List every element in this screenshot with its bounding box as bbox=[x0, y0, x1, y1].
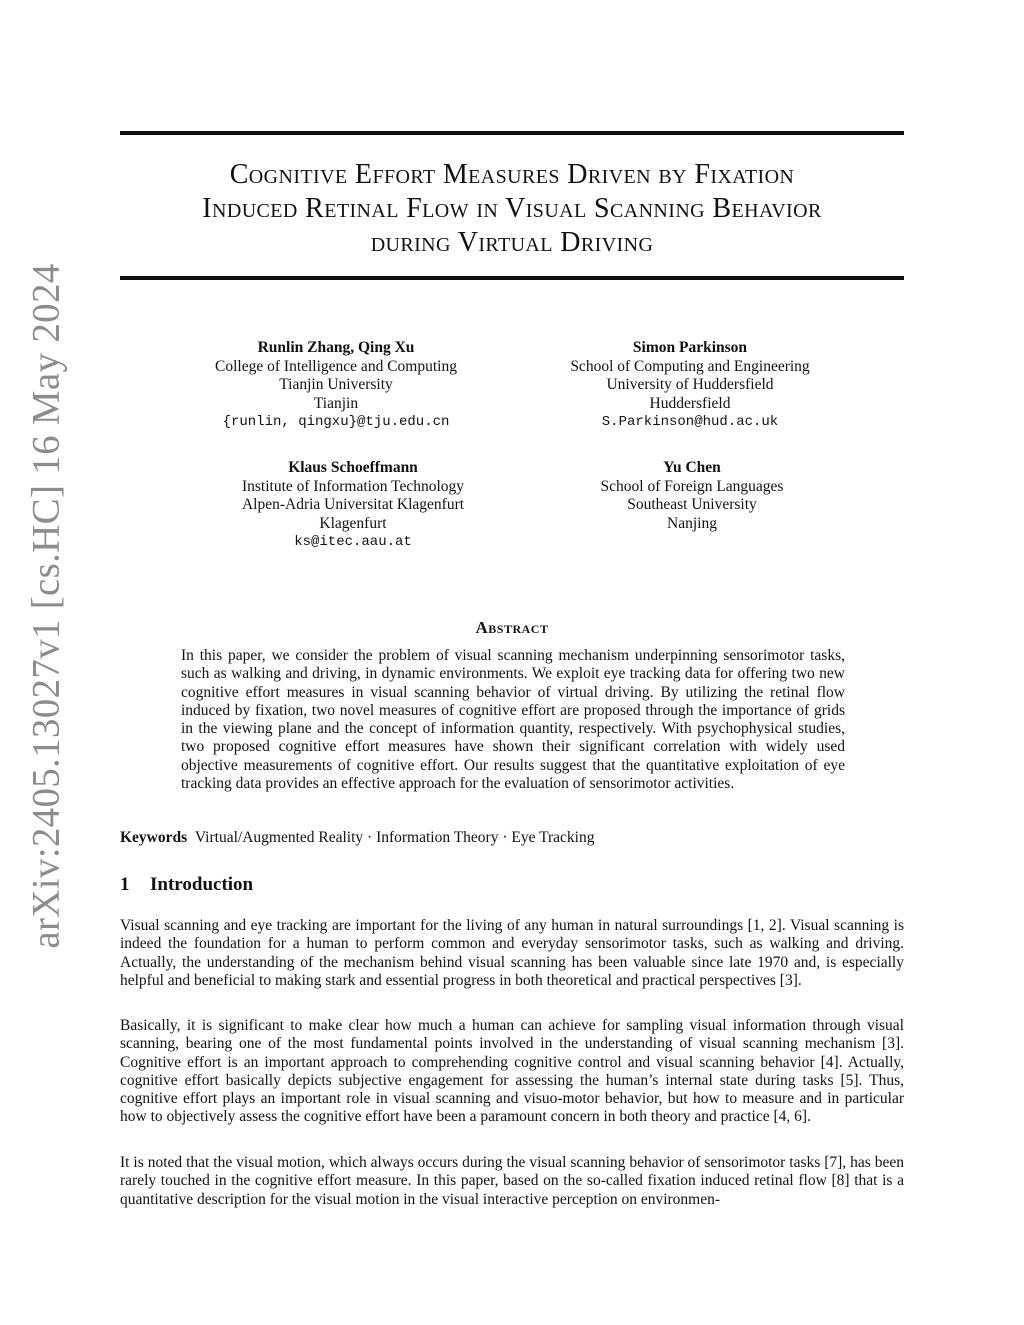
section-heading bbox=[120, 874, 253, 896]
author-institution: Alpen-Adria Universitat Klagenfurt bbox=[241, 496, 465, 513]
title-bottom-rule bbox=[120, 276, 904, 280]
author-affiliation: College of Intelligence and Computing bbox=[215, 357, 457, 375]
author-block bbox=[530, 339, 850, 432]
keywords-line bbox=[120, 829, 594, 847]
author-name: Simon Parkinson bbox=[632, 339, 748, 356]
abstract-heading: Abstract bbox=[475, 618, 549, 637]
author-affiliation: School of Foreign Languages bbox=[600, 477, 784, 495]
author-name: Runlin Zhang, Qing Xu bbox=[257, 339, 415, 356]
author-institution: Tianjin University bbox=[279, 376, 393, 393]
body-paragraph: Visual scanning and eye tracking are important for the living of any human in natural surroundings [1, 2]. Visual scanning is indeed the foundation for a human to perform common and everyday sensorimotor tasks, such as walking and driving. Actually, the understanding of the mechanism behind visual scanning has been valuable since late 1970 and, is especially helpful and beneficial to making stark and essential progress in both theoretical and practical perspectives [3]. bbox=[120, 917, 904, 989]
keywords-text: Virtual/Augmented Reality · Information Theory · Eye Tracking bbox=[194, 829, 595, 846]
title-line: Cognitive Effort Measures Driven by Fixation bbox=[229, 159, 795, 190]
author-city: Klagenfurt bbox=[319, 514, 387, 532]
section-title: Introduction bbox=[150, 874, 254, 895]
author-block bbox=[193, 459, 513, 552]
body-paragraph: Basically, it is significant to make clear how much a human can achieve for sampling visual information through visual scanning, bearing one of the most fundamental points involved in the understanding of visual scanning mechanism [3]. Cognitive effort is an important approach to comprehending cognitive control and visual scanning behavior [4]. Actually, cognitive effort basically depicts subjective engagement for assessing the human’s internal state during tasks [5]. Thus, cognitive effort plays an important role in visual scanning and visuo-motor behavior, but how to measure and in particular how to objectively assess the cognitive effort have been a paramount concern in both theory and practice [4, 6]. bbox=[120, 1017, 904, 1126]
author-affiliation: School of Computing and Engineering bbox=[570, 357, 810, 375]
body-paragraph: It is noted that the visual motion, which always occurs during the visual scanning behavior of sensorimotor tasks [7], has been rarely touched in the cognitive effort measure. In this paper, based on the so-called fixation induced retinal flow [8] that is a quantitative description for the visual motion in the visual interactive perception on environmen- bbox=[120, 1154, 904, 1208]
author-email[interactable]: {runlin, qingxu}@tju.edu.cn bbox=[222, 414, 450, 430]
keywords-label: Keywords bbox=[120, 829, 188, 846]
arxiv-identifier[interactable]: arXiv:2405.13027v1 [cs.HC] 16 May 2024 bbox=[24, 263, 68, 949]
author-block bbox=[176, 339, 496, 432]
author-institution: University of Huddersfield bbox=[606, 376, 774, 393]
author-name: Klaus Schoeffmann bbox=[288, 459, 418, 476]
title-top-rule bbox=[120, 131, 904, 135]
title-line: Induced Retinal Flow in Visual Scanning Behavior bbox=[202, 193, 822, 224]
abstract-text: In this paper, we consider the problem of visual scanning mechanism underpinning sensorimotor tasks, such as walking and driving, in dynamic environments. We exploit eye tracking data for offering two new cognitive effort measures in visual scanning behavior of virtual driving. By utilizing the retinal flow induced by fixation, two novel measures of cognitive effort are proposed through the importance of grids in the viewing plane and the concept of information quantity, respectively. With psychophysical studies, two proposed cognitive effort measures have shown their significant correlation with widely used objective measurements of cognitive effort. Our results suggest that the quantitative exploitation of eye tracking data provides an effective approach for the evaluation of sensorimotor activities. bbox=[181, 647, 845, 793]
author-email[interactable]: S.Parkinson@hud.ac.uk bbox=[601, 414, 779, 430]
title-line: during Virtual Driving bbox=[370, 227, 654, 258]
author-name: Yu Chen bbox=[663, 459, 721, 476]
author-affiliation: Institute of Information Technology bbox=[241, 477, 465, 495]
author-block bbox=[532, 459, 852, 533]
paper-title bbox=[120, 158, 904, 260]
author-city: Huddersfield bbox=[649, 394, 731, 412]
author-city: Nanjing bbox=[667, 514, 717, 532]
section-number: 1 bbox=[120, 874, 130, 895]
author-city: Tianjin bbox=[313, 394, 359, 412]
author-email[interactable]: ks@itec.aau.at bbox=[294, 534, 412, 550]
author-institution: Southeast University bbox=[627, 496, 757, 513]
